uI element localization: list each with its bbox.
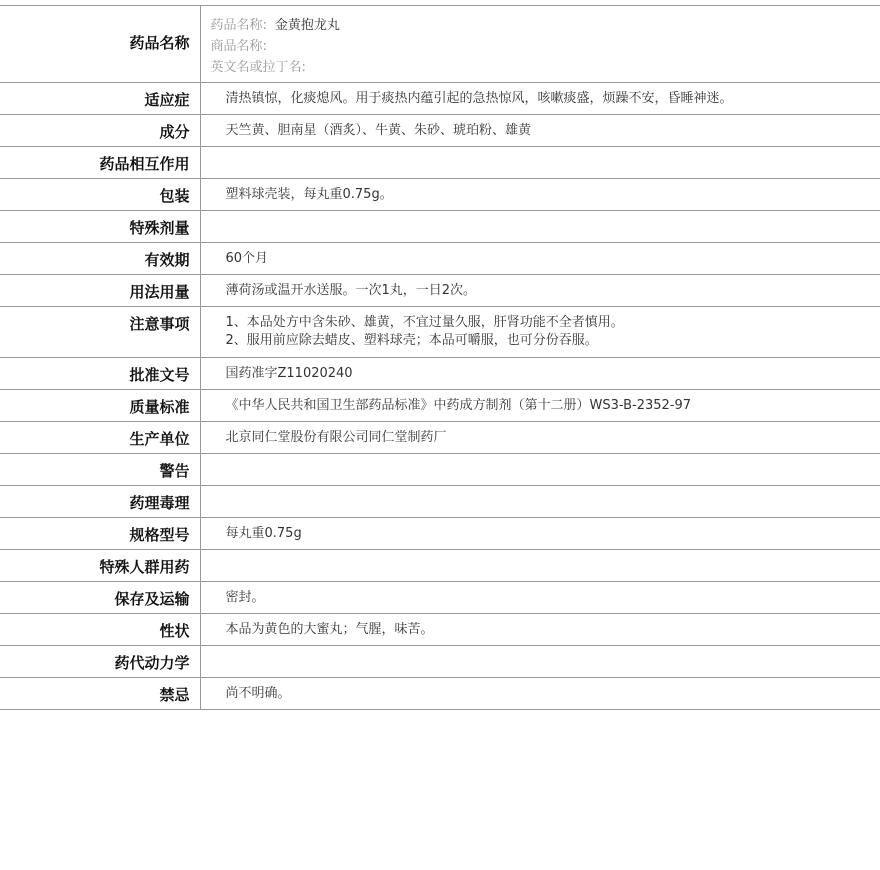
precaution-line: 2、服用前应除去蜡皮、塑料球壳；本品可嚼服，也可分份吞服。	[225, 333, 598, 348]
indications-label: 适应症	[0, 83, 200, 115]
quality-standard-label: 质量标准	[0, 390, 200, 422]
generic-name-line	[211, 15, 871, 36]
packaging-row	[0, 179, 880, 211]
special-dosage-row	[0, 211, 880, 243]
trade-name-line	[211, 36, 871, 57]
manufacturer-value: 北京同仁堂股份有限公司同仁堂制药厂	[225, 430, 447, 445]
english-name-line	[211, 57, 871, 78]
pharmacology-label: 药理毒理	[0, 486, 200, 518]
pharmacology-row	[0, 486, 880, 518]
warning-row	[0, 454, 880, 486]
special-dosage-label: 特殊剂量	[0, 211, 200, 243]
quality-standard-row	[0, 390, 880, 422]
dosage-label: 用法用量	[0, 275, 200, 307]
indications-value: 清热镇惊，化痰熄风。用于痰热内蕴引起的急热惊风，咳嗽痰盛，烦躁不安，昏睡神迷。	[225, 91, 733, 106]
precautions-value	[200, 307, 880, 358]
generic-name-key: 药品名称:	[210, 18, 267, 33]
drug-name-label: 药品名称	[0, 6, 200, 83]
packaging-label: 包装	[0, 179, 200, 211]
shelf-life-value: 60个月	[225, 251, 269, 266]
specification-value: 每丸重0.75g	[225, 526, 302, 541]
indications-row	[0, 83, 880, 115]
contraindications-row	[0, 678, 880, 710]
drug-name-row	[0, 6, 880, 83]
storage-row	[0, 582, 880, 614]
approval-number-label: 批准文号	[0, 358, 200, 390]
quality-standard-value: 《中华人民共和国卫生部药品标准》中药成方制剂（第十二册）WS3-B-2352-97	[225, 398, 692, 413]
english-name-key: 英文名或拉丁名:	[210, 60, 306, 75]
drug-info-table	[0, 5, 880, 710]
approval-number-row	[0, 358, 880, 390]
specification-row	[0, 518, 880, 550]
pharmacokinetics-value	[200, 646, 880, 678]
warning-value	[200, 454, 880, 486]
appearance-row	[0, 614, 880, 646]
interactions-value	[200, 147, 880, 179]
packaging-value: 塑料球壳装，每丸重0.75g。	[225, 187, 393, 202]
generic-name-value: 金黄抱龙丸	[274, 18, 340, 33]
contraindications-label: 禁忌	[0, 678, 200, 710]
dosage-value: 薄荷汤或温开水送服。一次1丸，一日2次。	[225, 283, 477, 298]
storage-value: 密封。	[225, 590, 265, 605]
shelf-life-label: 有效期	[0, 243, 200, 275]
specification-label: 规格型号	[0, 518, 200, 550]
approval-number-value: 国药准字Z11020240	[225, 366, 353, 381]
storage-label: 保存及运输	[0, 582, 200, 614]
special-dosage-value	[200, 211, 880, 243]
precautions-label: 注意事项	[0, 307, 200, 358]
ingredients-row	[0, 115, 880, 147]
trade-name-key: 商品名称:	[210, 39, 267, 54]
dosage-row	[0, 275, 880, 307]
manufacturer-row	[0, 422, 880, 454]
interactions-label: 药品相互作用	[0, 147, 200, 179]
precautions-row	[0, 307, 880, 358]
ingredients-label: 成分	[0, 115, 200, 147]
appearance-value: 本品为黄色的大蜜丸；气腥，味苦。	[225, 622, 434, 637]
drug-name-value	[200, 6, 880, 83]
ingredients-value: 天竺黄、胆南星（酒炙）、牛黄、朱砂、琥珀粉、雄黄	[225, 123, 532, 138]
special-population-row	[0, 550, 880, 582]
pharmacokinetics-row	[0, 646, 880, 678]
special-population-value	[200, 550, 880, 582]
appearance-label: 性状	[0, 614, 200, 646]
special-population-label: 特殊人群用药	[0, 550, 200, 582]
warning-label: 警告	[0, 454, 200, 486]
contraindications-value: 尚不明确。	[225, 686, 291, 701]
shelf-life-row	[0, 243, 880, 275]
precaution-line: 1、本品处方中含朱砂、雄黄，不宜过量久服，肝肾功能不全者慎用。	[225, 315, 624, 330]
pharmacokinetics-label: 药代动力学	[0, 646, 200, 678]
interactions-row	[0, 147, 880, 179]
manufacturer-label: 生产单位	[0, 422, 200, 454]
pharmacology-value	[200, 486, 880, 518]
